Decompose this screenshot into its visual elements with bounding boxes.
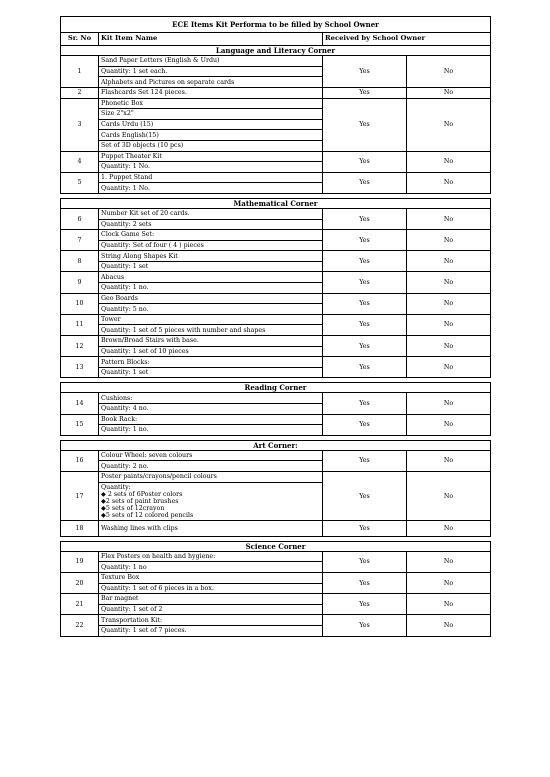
received-no-cell[interactable]: No <box>407 357 491 378</box>
section-title: Science Corner <box>61 541 491 551</box>
item-detail-line: Quantity: 2 no. <box>99 461 323 472</box>
item-detail-line: Quantity: ◆ 2 sets of 6Poster colors ◆2 sets of paint brushes ◆5 sets of 12crayon ◆5 sets of 12 colored pencils <box>99 482 323 521</box>
item-sr-no: 15 <box>61 414 99 435</box>
received-yes-cell[interactable]: Yes <box>323 230 407 251</box>
received-no-cell[interactable]: No <box>407 336 491 357</box>
item-row <box>61 151 491 162</box>
item-row <box>61 393 491 404</box>
item-detail-line: Tower <box>99 314 323 325</box>
item-sr-no: 18 <box>61 521 99 537</box>
received-yes-cell[interactable]: Yes <box>323 572 407 593</box>
item-detail-line: Quantity: 1 set <box>99 367 323 378</box>
item-detail-line: Colour Wheel: seven colours <box>99 450 323 461</box>
header-kit-item-name: Kit Item Name <box>99 32 323 46</box>
item-detail-line: Quantity: 1 set each. <box>99 66 323 77</box>
received-yes-cell[interactable]: Yes <box>323 336 407 357</box>
section-header-row <box>61 383 491 393</box>
item-detail-line: Quantity: 1 No. <box>99 183 323 194</box>
received-no-cell[interactable]: No <box>407 594 491 615</box>
item-sr-no: 21 <box>61 594 99 615</box>
item-detail-line: Quantity: 4 no. <box>99 404 323 415</box>
received-no-cell[interactable]: No <box>407 314 491 335</box>
item-detail-line: Washing lines with clips <box>99 521 323 537</box>
received-yes-cell[interactable]: Yes <box>323 272 407 293</box>
item-detail-line: Quantity: 1 set of 2 <box>99 604 323 615</box>
received-yes-cell[interactable]: Yes <box>323 357 407 378</box>
item-detail-line: Quantity: 1 No. <box>99 162 323 173</box>
item-detail-line: Puppet Theater Kit <box>99 151 323 162</box>
received-no-cell[interactable]: No <box>407 414 491 435</box>
item-detail-line: Number Kit set of 20 cards. <box>99 208 323 219</box>
item-detail-line: Poster paints/crayons/pencil colours <box>99 471 323 482</box>
received-yes-cell[interactable]: Yes <box>323 314 407 335</box>
item-sr-no: 8 <box>61 251 99 272</box>
item-sr-no: 20 <box>61 572 99 593</box>
received-no-cell[interactable]: No <box>407 98 491 151</box>
item-sr-no: 4 <box>61 151 99 172</box>
received-no-cell[interactable]: No <box>407 87 491 98</box>
item-row <box>61 98 491 109</box>
item-row <box>61 594 491 605</box>
item-row <box>61 251 491 262</box>
received-no-cell[interactable]: No <box>407 615 491 636</box>
section-header-row <box>61 198 491 208</box>
section-title: Language and Literacy Corner <box>61 46 491 56</box>
item-row <box>61 172 491 183</box>
item-row <box>61 414 491 425</box>
section-header-row <box>61 440 491 450</box>
item-row <box>61 314 491 325</box>
item-detail-line: String Along Shapes Kit <box>99 251 323 262</box>
received-no-cell[interactable]: No <box>407 551 491 572</box>
item-row <box>61 87 491 98</box>
kit-performa-table <box>60 16 491 637</box>
item-detail-line: Quantity: 2 sets <box>99 219 323 230</box>
item-detail-line: Phonetic Box <box>99 98 323 109</box>
item-detail-line: Bar magnet <box>99 594 323 605</box>
received-no-cell[interactable]: No <box>407 572 491 593</box>
received-yes-cell[interactable]: Yes <box>323 251 407 272</box>
item-detail-line: Alphabets and Pictures on separate cards <box>99 77 323 88</box>
item-detail-line: Pattern Blocks: <box>99 357 323 368</box>
item-sr-no: 11 <box>61 314 99 335</box>
received-no-cell[interactable]: No <box>407 151 491 172</box>
item-sr-no: 5 <box>61 172 99 193</box>
item-detail-line: Cards Urdu (15) <box>99 119 323 130</box>
item-detail-line: Cards English(15) <box>99 130 323 141</box>
received-no-cell[interactable]: No <box>407 521 491 537</box>
received-yes-cell[interactable]: Yes <box>323 98 407 151</box>
item-detail-line: Quantity: 1 set of 5 pieces with number and shapes <box>99 325 323 336</box>
item-detail-line: Quantity: 5 no. <box>99 304 323 315</box>
item-sr-no: 6 <box>61 208 99 229</box>
item-sr-no: 3 <box>61 98 99 151</box>
item-row <box>61 450 491 461</box>
item-sr-no: 9 <box>61 272 99 293</box>
item-row <box>61 293 491 304</box>
item-sr-no: 19 <box>61 551 99 572</box>
item-detail-line: Set of 3D objects (10 pcs) <box>99 140 323 151</box>
received-no-cell[interactable]: No <box>407 471 491 520</box>
item-sr-no: 13 <box>61 357 99 378</box>
received-no-cell[interactable]: No <box>407 272 491 293</box>
section-header-row <box>61 541 491 551</box>
received-yes-cell[interactable]: Yes <box>323 56 407 88</box>
item-detail-line: Quantity: 1 no. <box>99 425 323 436</box>
item-row <box>61 230 491 241</box>
section-title: Art Corner: <box>61 440 491 450</box>
received-no-cell[interactable]: No <box>407 251 491 272</box>
received-no-cell[interactable]: No <box>407 393 491 414</box>
item-row <box>61 208 491 219</box>
received-yes-cell[interactable]: Yes <box>323 551 407 572</box>
item-sr-no: 2 <box>61 87 99 98</box>
item-detail-line: 1. Puppet Stand <box>99 172 323 183</box>
received-yes-cell[interactable]: Yes <box>323 615 407 636</box>
item-detail-line: Size 2"x2" <box>99 109 323 120</box>
item-sr-no: 22 <box>61 615 99 636</box>
item-detail-line: Quantity: 1 no <box>99 562 323 573</box>
item-detail-line: Sand Paper Letters (English & Urdu) <box>99 56 323 67</box>
item-row <box>61 357 491 368</box>
section-title: Reading Corner <box>61 383 491 393</box>
header-sr-no: Sr. No <box>61 32 99 46</box>
item-detail-line: Abacus <box>99 272 323 283</box>
received-yes-cell[interactable]: Yes <box>323 471 407 520</box>
received-yes-cell[interactable]: Yes <box>323 172 407 193</box>
received-yes-cell[interactable]: Yes <box>323 393 407 414</box>
item-detail-line: Geo Boards <box>99 293 323 304</box>
item-row <box>61 56 491 67</box>
item-detail-line: Quantity: 1 set of 10 pieces <box>99 346 323 357</box>
received-yes-cell[interactable]: Yes <box>323 208 407 229</box>
item-sr-no: 14 <box>61 393 99 414</box>
received-no-cell[interactable]: No <box>407 230 491 251</box>
item-row <box>61 471 491 482</box>
received-yes-cell[interactable]: Yes <box>323 293 407 314</box>
item-sr-no: 1 <box>61 56 99 88</box>
item-detail-line: Transportation Kit: <box>99 615 323 626</box>
item-row <box>61 272 491 283</box>
item-sr-no: 10 <box>61 293 99 314</box>
received-yes-cell[interactable]: Yes <box>323 151 407 172</box>
received-yes-cell[interactable]: Yes <box>323 87 407 98</box>
section-header-row <box>61 46 491 56</box>
received-no-cell[interactable]: No <box>407 208 491 229</box>
received-no-cell[interactable]: No <box>407 56 491 88</box>
item-detail-line: Texture Box <box>99 572 323 583</box>
received-yes-cell[interactable]: Yes <box>323 594 407 615</box>
item-sr-no: 16 <box>61 450 99 471</box>
received-yes-cell[interactable]: Yes <box>323 450 407 471</box>
item-detail-line: Book Rack: <box>99 414 323 425</box>
item-sr-no: 7 <box>61 230 99 251</box>
item-sr-no: 12 <box>61 336 99 357</box>
received-no-cell[interactable]: No <box>407 293 491 314</box>
received-yes-cell[interactable]: Yes <box>323 521 407 537</box>
received-no-cell[interactable]: No <box>407 172 491 193</box>
document-title: ECE Items Kit Performa to be filled by School Owner <box>61 17 491 33</box>
item-detail-line: Quantity: 1 set of 6 pieces in a box. <box>99 583 323 594</box>
item-detail-line: Quantity: 1 set <box>99 261 323 272</box>
item-detail-line: Flashcards Set 124 pieces. <box>99 87 323 98</box>
item-detail-line: Quantity: 1 no. <box>99 283 323 294</box>
section-title: Mathematical Corner <box>61 198 491 208</box>
item-row <box>61 615 491 626</box>
item-row <box>61 572 491 583</box>
received-yes-cell[interactable]: Yes <box>323 414 407 435</box>
header-received: Received by School Owner <box>323 32 491 46</box>
item-detail-line: Quantity: 1 set of 7 pieces. <box>99 625 323 636</box>
item-detail-line: Cushions: <box>99 393 323 404</box>
item-sr-no: 17 <box>61 471 99 520</box>
item-row <box>61 551 491 562</box>
item-row <box>61 521 491 537</box>
item-detail-line: Quantity: Set of four ( 4 ) pieces <box>99 240 323 251</box>
received-no-cell[interactable]: No <box>407 450 491 471</box>
item-detail-line: Flex Posters on health and hygiene: <box>99 551 323 562</box>
item-detail-line: Clock Game Set: <box>99 230 323 241</box>
item-row <box>61 336 491 347</box>
item-detail-line: Brown/Broad Stairs with base. <box>99 336 323 347</box>
